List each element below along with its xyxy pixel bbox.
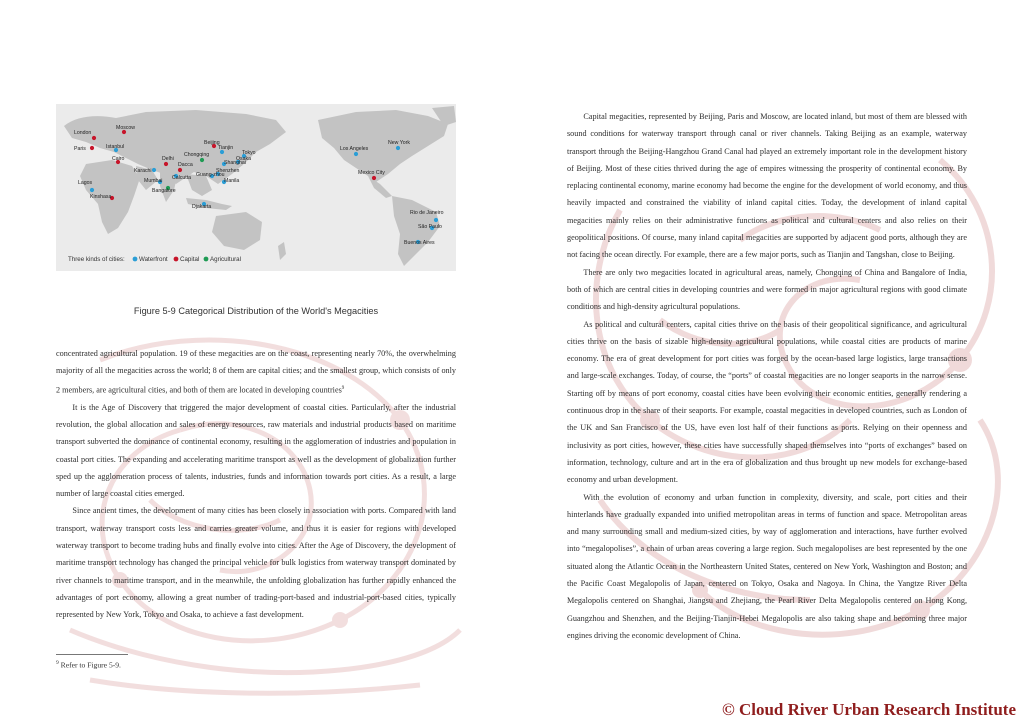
city-label-shenzhen: Shenzhen (216, 168, 240, 174)
city-dot-delhi (164, 162, 168, 166)
right-paragraph-4: With the evolution of economy and urban function in complexity, diversity, and scale, port cities and their hinterlands have gradually expanded into unified metropolitan areas in terms of function and space. Metropolitan areas and many surrounding small and medium-sized cities, by way of agglomeration and interactions, have further evolved into “megalopolises”, a chain of urban areas covering a large region. Such megalopolises are best represented by the one situated along the Atlantic Ocean in the Northeastern United States, centered on New York, Washington and Boston; and the Pacific Coast Megalopolis of Japan, centered on Tokyo, Osaka and Nagoya. In China, the Yangtze River Delta Megalopolis centered on Shanghai, Jiangsu and Zhejiang, the Pearl River Delta Megalopolis centered on Hong Kong, Guangzhou and Shenzhen, and the Beijing-Tianjin-Hebei Megalopolis are also taking shape and becoming three major engines driving the economic development of China. (567, 492, 967, 640)
city-label-buenos-aires: Buenos Aires (404, 240, 435, 246)
left-column (56, 345, 456, 623)
world-megacities-map (56, 104, 456, 271)
footnote-text: Refer to Figure 5-9. (58, 660, 121, 670)
city-dot-lagos (90, 188, 94, 192)
city-label-tokyo: Tokyo (242, 150, 256, 156)
city-label-london: London (74, 130, 92, 136)
legend-waterfront-dot (133, 257, 138, 262)
city-label-istanbul: Istanbul (106, 144, 125, 150)
city-label-los-angeles: Los Angeles (340, 146, 369, 152)
city-label-moscow: Moscow (116, 125, 136, 131)
map-legend (68, 256, 241, 263)
city-dot-chongqing (200, 158, 204, 162)
city-label-calcutta: Calcutta (172, 175, 192, 181)
map-svg (56, 104, 456, 271)
city-label-guang-zhou: Guang-zhou (196, 172, 225, 178)
city-label-cairo: Cairo (112, 156, 125, 162)
left-paragraph-1 (56, 345, 456, 399)
right-column (567, 108, 967, 644)
right-paragraph-1: Capital megacities, represented by Beijing, Paris and Moscow, are located inland, but most of them are blessed with sound conditions for waterway transport through canal or river channels. Taking Beijing as an example, waterway transport through the Beijing-Hangzhou Grand Canal had played an extremely important role in the development history of Beijing. Most of these cities thrived during the age of empires witnessing the prosperity of continental economy. By replacing continental economy, marine economy had become the engine for the development of world economy, and thus heavily impacted and constrained the viability of inland capital cities. Today, the development of inland capital megacities mainly relies on their administrative functions as political and cultural centers and also relies on their geopolitical positions. Of course, many inland capital megacities are supported by adjacent good ports, although they are not facing the ocean directly. For example, there are a few major ports, such as Tianjin and Tangshan, close to Beijing. (567, 112, 967, 260)
city-dot-rio-de-janeiro (434, 218, 438, 222)
left-paragraph-3: Since ancient times, the development of many cities has been closely in association with ports. Compared with land transport, waterway transport costs less and carries greater volume, and thus it is easier for regions with developed waterway transport to become trading hubs and finally evolve into cities. After the Age of Discovery, the development of maritime transport technology has changed the principal vehicle for bulk logistics from waterway transport dominated by river channels to maritime transport, and in the meanwhile, the unfolding globalization has further rapidly enhanced the advantages of port economy, allowing a great number of trading-port-based and industrial-port-based cities, typically represented by New York, Tokyo and Osaka, to achieve a fast development. (56, 506, 456, 620)
city-label-rio-de-janeiro: Rio de Janeiro (410, 210, 444, 216)
city-label-mexico-city: Mexico City (358, 170, 385, 176)
city-label-chongqing: Chongqing (184, 152, 210, 158)
city-label-dacca: Dacca (178, 162, 193, 168)
city-dot-los-angeles (354, 152, 358, 156)
legend-agricultural-dot (204, 257, 209, 262)
city-label-osaka: Osaka (236, 156, 251, 162)
city-label-paris: Paris (74, 146, 86, 152)
legend-agricultural-label: Agricultural (210, 256, 241, 263)
city-dot-london (92, 136, 96, 140)
legend-waterfront-label: Waterfront (139, 256, 168, 263)
city-label-manila: Manila (224, 178, 240, 184)
city-label-mumbai: Mumbai (144, 178, 163, 184)
city-label-beijing: Beijing (204, 140, 220, 146)
legend-capital-dot (174, 257, 179, 262)
city-label-lagos: Lagos (78, 180, 93, 186)
legend-capital-label: Capital (180, 256, 200, 263)
city-dot-mexico-city (372, 176, 376, 180)
figure-caption: Figure 5-9 Categorical Distribution of the World's Megacities (133, 306, 379, 316)
city-label-bangalore: Bangalore (152, 188, 176, 194)
footnote (56, 660, 121, 670)
city-label-delhi: Delhi (162, 156, 174, 162)
city-label-tianjin: Tianjin (218, 145, 234, 151)
city-dot-karachi (152, 168, 156, 172)
city-label-kinshasa: Kinshasa (90, 194, 112, 200)
city-label-new-york: New York (388, 140, 410, 146)
city-dot-dacca (178, 168, 182, 172)
copyright-notice: © Cloud River Urban Research Institute (722, 700, 1016, 719)
city-label-djakarta: Djakarta (192, 204, 212, 210)
left-paragraph-2: It is the Age of Discovery that triggered the major development of coastal cities. Particularly, after the industrial revolution, the global allocation and sales of energy resources, raw materials and industrial products based on maritime transport subverted the dominance of continental economy, resulting in the agglomeration of industries and population in coastal port cities. The expanding and accelerating maritime transport as well as the development of globalization further sped up the agglomeration process of talents, industries, funds and information towards port cities. As a result, a large number of large coastal cities emerged. (56, 402, 456, 499)
legend-title: Three kinds of cities: (68, 256, 125, 263)
city-label-s-o-paulo: São Paulo (418, 224, 442, 230)
city-label-karachi: Karachi (134, 168, 152, 174)
city-dot-new-york (396, 146, 400, 150)
left-paragraph-1-text: concentrated agricultural population. 19 of these megacities are on the coast, representing nearly 70%, the overwhelming majority of all the megacities across the world; 8 of them are capital cities; and the smallest group, which consists of only 2 members, are agricultural cities, and both of them are located in developing countries (56, 349, 456, 395)
right-paragraph-3: As political and cultural centers, capital cities thrive on the basis of their geopolitical significance, and agricultural cities thrive on the basis of sizable high-density agricultural populations, while coastal cities are products of marine economy. The era of great development for port cities was forged by the ocean-based large logistics, large transactions and large-scale exchanges. Today, of course, the “ports” of coastal megacities are no longer seaports in the narrow sense. Starting off by means of port economy, coastal cities have been evolving their economic entities, generally rendering a continuous drop in the share of their seaports. For example, coastal megacities in developed countries, such as London of the UK and San Francisco of the US, have even lost half of their functions as ports. Relying on their openness and inclusivity as port cities, however, these cities have successfully shaped themselves into “ports of exchanges” based on information, technology, culture and art in the era of globalization and thus brought up new models for exchange-based economy and urban development. (567, 319, 967, 485)
footnote-number: 9 (56, 660, 59, 666)
footnote-ref: 9 (341, 385, 345, 391)
right-paragraph-2: There are only two megacities located in agricultural areas, namely, Chongqing of China and Bangalore of India, both of which are central cities in developing countries and were formed in major agricultural regions with good climate conditions and high-density agricultural populations. (567, 267, 967, 312)
city-label-shanghai: Shanghai (224, 160, 246, 166)
footnote-rule (56, 654, 128, 655)
city-dot-paris (90, 146, 94, 150)
